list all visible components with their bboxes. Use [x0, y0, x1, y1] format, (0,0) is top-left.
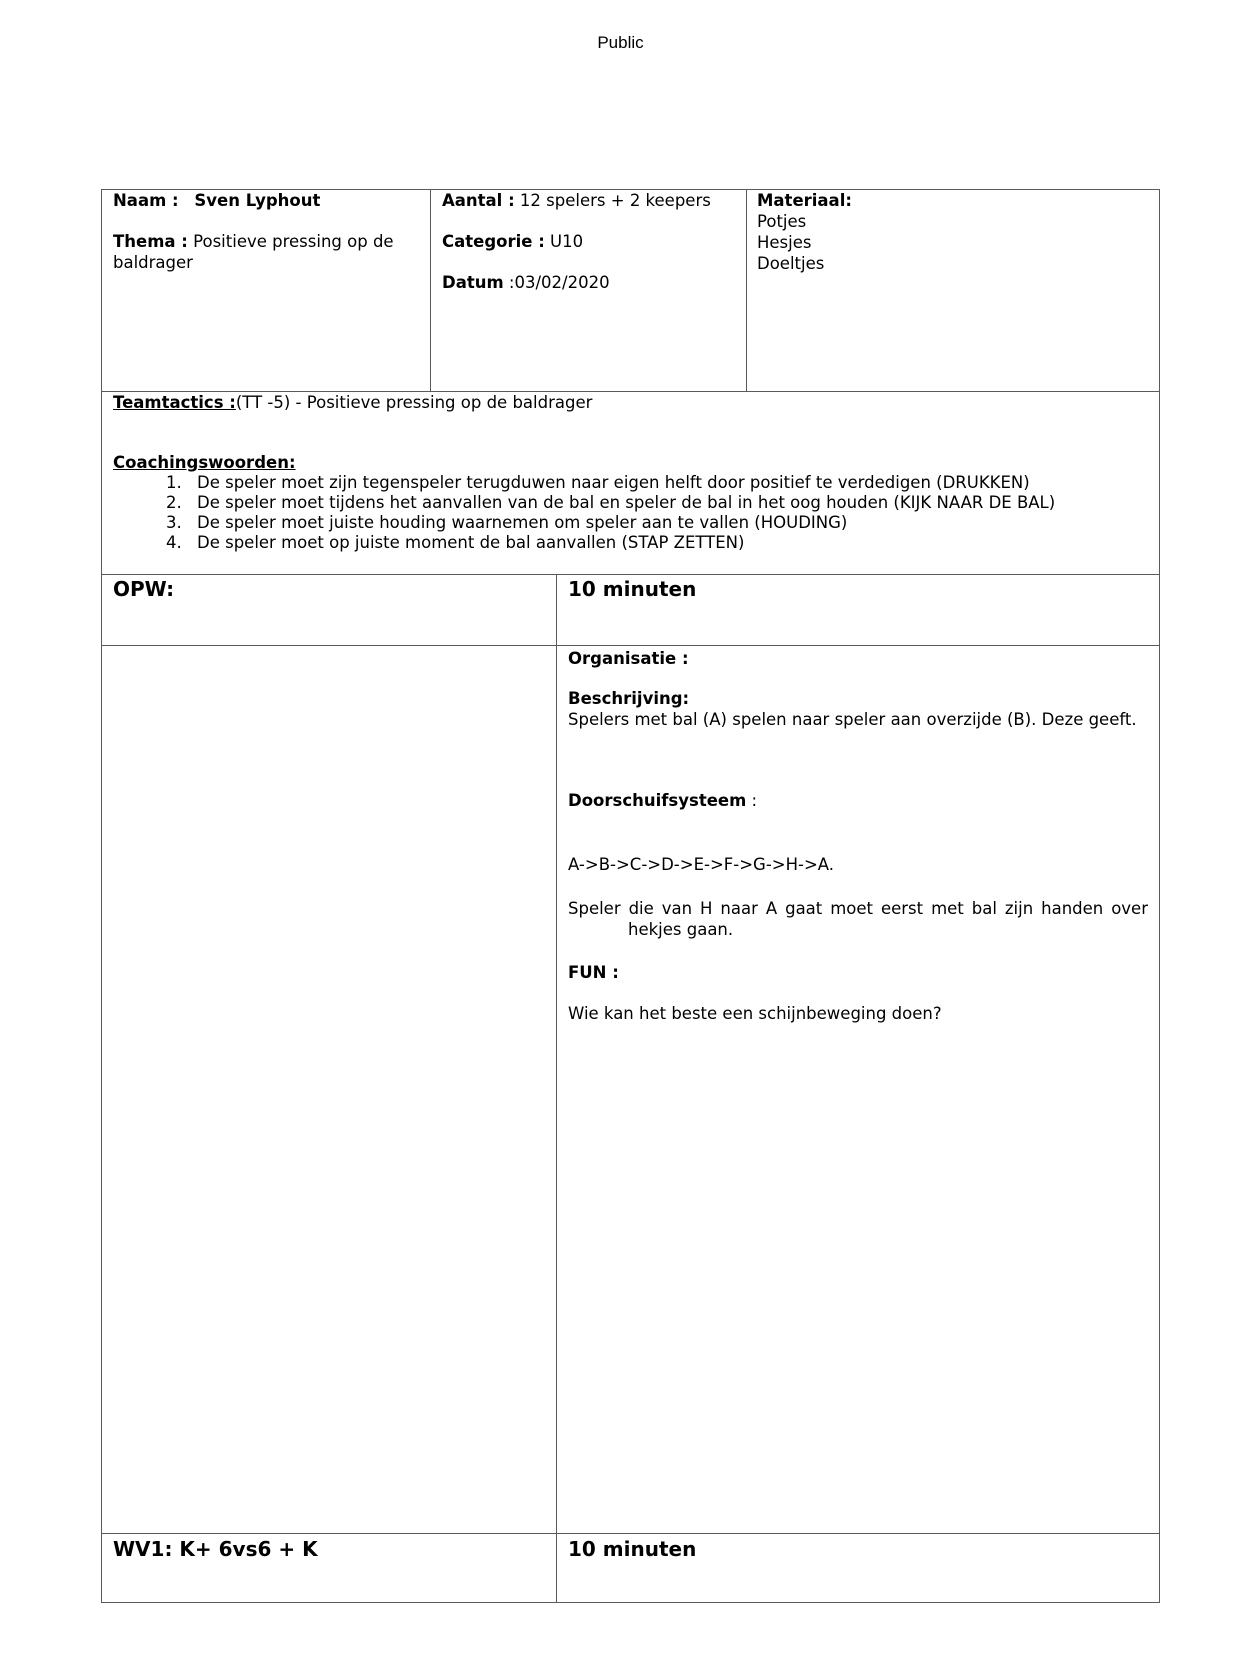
naam-value: Sven Lyphout: [194, 191, 321, 210]
materiaal-item: Potjes: [757, 212, 807, 231]
opw-details-cell: [568, 648, 1148, 1024]
column-divider: [430, 189, 431, 391]
teamtactics-value: (TT -5) - Positieve pressing op de baldrager: [235, 393, 593, 412]
datum-value: :03/02/2020: [508, 273, 610, 292]
coaching-item: 3. De speler moet juiste houding waarnemen om speler aan te vallen (HOUDING): [187, 513, 1153, 533]
row-divider: [101, 574, 1160, 575]
aantal-line: [442, 190, 737, 211]
materiaal-label: Materiaal:: [757, 191, 852, 210]
coaching-item: 1. De speler moet zijn tegenspeler terugduwen naar eigen helft door positief te verdedigen (DRUKKEN): [187, 473, 1153, 493]
categorie-value: U10: [550, 232, 584, 251]
naam-thema-cell: [113, 190, 418, 273]
materiaal-cell: [757, 190, 1147, 274]
doorschuif-sequence: A->B->C->D->E->F->G->H->A.: [568, 855, 835, 874]
doorschuif-label: Doorschuifsysteem: [568, 791, 747, 810]
teamtactics-cell: [113, 392, 1153, 553]
naam-label: Naam :: [113, 191, 179, 210]
thema-line: [113, 231, 418, 273]
wv1-title: WV1: K+ 6vs6 + K: [113, 1537, 318, 1561]
teamtactics-line: [113, 392, 1153, 413]
coaching-label: Coachingswoorden:: [113, 453, 296, 472]
naam-line: [113, 190, 418, 211]
doorschuif-line: [568, 790, 1148, 811]
coaching-item: 2. De speler moet tijdens het aanvallen van de bal en speler de bal in het oog houden (KIJK NAAR DE BAL): [187, 493, 1153, 513]
datum-line: [442, 272, 737, 293]
table-border-right: [1159, 189, 1160, 1603]
aantal-label: Aantal :: [442, 191, 515, 210]
thema-value: Positieve pressing op de baldrager: [113, 232, 394, 272]
doorschuif-note-line2: hekjes gaan.: [628, 920, 734, 939]
column-divider: [556, 574, 557, 1603]
organisatie-label: Organisatie :: [568, 649, 689, 668]
materiaal-item: Doeltjes: [757, 254, 825, 273]
opw-duration: 10 minuten: [568, 577, 697, 601]
column-divider: [746, 189, 747, 391]
datum-label: Datum: [442, 273, 504, 292]
table-border-bottom: [101, 1602, 1160, 1603]
teamtactics-label: Teamtactics :: [113, 393, 236, 412]
opw-drawing-area: [102, 646, 556, 1533]
doorschuif-note-line1: Speler die van H naar A gaat moet eerst met bal zijn handen over: [568, 899, 1148, 918]
wv1-duration: 10 minuten: [568, 1537, 697, 1561]
row-divider: [101, 1533, 1160, 1534]
coaching-item: 4. De speler moet op juiste moment de bal aanvallen (STAP ZETTEN): [187, 533, 1153, 553]
aantal-value: 12 spelers + 2 keepers: [519, 191, 711, 210]
page-header: Public: [597, 33, 644, 52]
doorschuif-colon: :: [751, 791, 758, 810]
aantal-cell: [442, 190, 737, 293]
materiaal-item: Hesjes: [757, 233, 812, 252]
beschrijving-label: Beschrijving:: [568, 689, 690, 708]
beschrijving-text: Spelers met bal (A) spelen naar speler aan overzijde (B). Deze geeft.: [568, 710, 1137, 729]
categorie-line: [442, 231, 737, 252]
opw-title: OPW:: [113, 577, 175, 601]
fun-text: Wie kan het beste een schijnbeweging doen?: [568, 1004, 942, 1023]
thema-label: Thema :: [113, 232, 188, 251]
categorie-label: Categorie :: [442, 232, 545, 251]
coaching-list: [113, 473, 1153, 553]
fun-label: FUN :: [568, 963, 619, 982]
